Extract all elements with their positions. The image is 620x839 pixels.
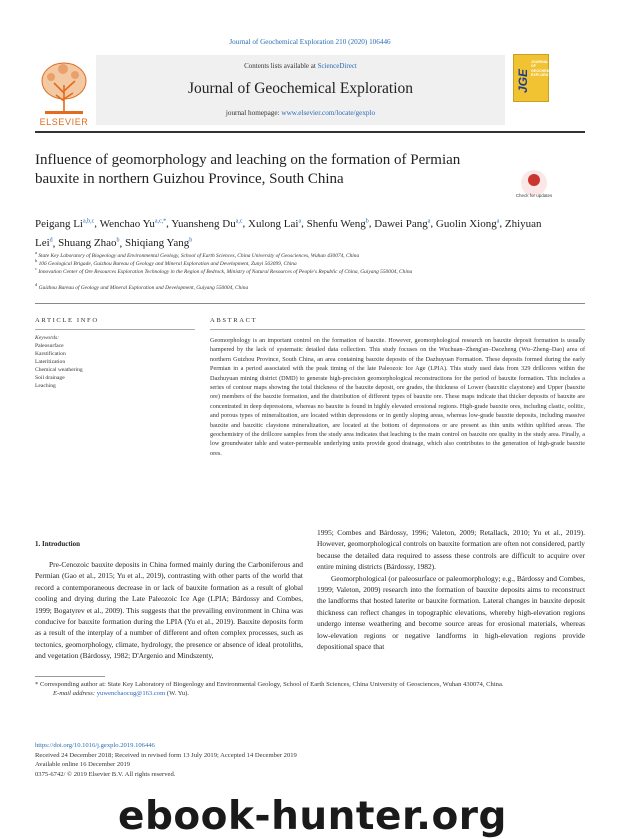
journal-homepage-line [96, 109, 505, 117]
affiliation-marker: b [35, 258, 38, 263]
doi-link[interactable]: https://doi.org/10.1016/j.gexplo.2019.106446 [35, 742, 155, 749]
homepage-prefix: journal homepage: [225, 109, 282, 117]
author-name: Dawei Pang [374, 217, 428, 230]
email-line [35, 689, 585, 698]
affiliation-text: State Key Laboratory of Biogeology and Environmental Geology, School of Earth Sciences, China University of Geosciences, Wuhan 430074, China [38, 252, 360, 259]
author-affiliation-marker[interactable]: a,c,* [154, 218, 167, 224]
author-name: Guolin Xiong [435, 217, 497, 230]
affiliation-marker: a [35, 250, 37, 255]
author-name: Shenfu Weng [306, 217, 366, 230]
article-info-rule [35, 329, 195, 330]
elsevier-tree-logo [35, 57, 93, 121]
author[interactable] [307, 218, 369, 230]
header-divider [35, 131, 585, 133]
author[interactable] [125, 237, 192, 249]
keyword: Soil drainage [35, 375, 65, 381]
corresponding-author-text: * Corresponding author at: State Key Laboratory of Biogeology and Environmental Geology, School of Earth Sciences, China University of Geosciences, Wuhan 430074, China. [35, 681, 504, 688]
sciencedirect-link[interactable]: ScienceDirect [317, 62, 357, 70]
abstract-rule [210, 329, 585, 330]
author-affiliation-marker[interactable]: a [427, 218, 431, 224]
journal-title: Journal of Geochemical Exploration [187, 80, 414, 97]
introduction-left-column: Pre-Cenozoic bauxite deposits in China formed mainly during the Carboniferous and Permian (Gao et al., 2015; Yu et al., 2019), contrasting with other parts of the world that record a contemporaneous decrease in or lack of bauxite formation as a result of global cooling and drying during the Late Paleozoic Ice Age (LPIA; Bárdossy and Combes, 1999; Bogatyrev et al., 2009). This suggests that the prevailing environment in China was conducive for bauxite formation during the LPIA (Yu et al., 2019). Bauxite deposits form as a result of the interplay of a number of different and often complex processes, such as tectonics, geomorphology, climate, hydrology, the presence or absence of ideal protoliths, and vegetation (Bárdossy, 1982; D'Argenio and Mindszenty, [35, 560, 303, 661]
footnote-rule [35, 676, 105, 677]
author-name: Wenchao Yu [99, 217, 155, 230]
author-affiliation-marker[interactable]: a,b,c [82, 218, 95, 224]
author-name: Yuansheng Du [171, 217, 236, 230]
introduction-heading: 1. Introduction [35, 540, 80, 548]
email-label: E-mail address: [53, 690, 97, 697]
author[interactable] [436, 218, 499, 230]
affiliation-text: Innovation Center of Ore Resources Exploration Technology in the Region of Bedrock, Ministry of Natural Resources of People's Republic of China, Guiyang 550004, China [38, 268, 413, 275]
check-for-updates-label[interactable]: Check for updates [515, 193, 553, 198]
received-dates: Received 24 December 2018; Received in revised form 13 July 2019; Accepted 14 December 2019 [35, 751, 297, 759]
author[interactable] [248, 218, 301, 230]
author-name: Shiqiang Yang [125, 237, 190, 250]
affiliation-d [35, 281, 585, 292]
keyword: Leaching [35, 383, 56, 389]
author-list: Peigang Li$^{a,b,c}$, Wenchao $Yu^{a,c,*}$, Yuansheng Du$^{a,c}$, Xulong Lai$^a$, Shenfu Weng$^b$, Dawei Pang$^a$, Guolin Xiong$^a$, Zhiyuan Lei$^d$, Shuang Zhao$^b$, Shiqiang Yang$^b$ [35, 217, 542, 250]
copyright-line: 0375-6742/ © 2019 Elsevier B.V. All rights reserved. [35, 770, 176, 778]
author-name: Shuang Zhao [58, 237, 117, 250]
affiliation-text: Guizhou Bureau of Geology and Mineral Exploration and Development, Guiyang 550004, China [38, 284, 249, 291]
keyword: Karstification [35, 351, 66, 357]
author[interactable] [35, 218, 94, 230]
author-affiliation-marker[interactable]: d [49, 237, 53, 244]
cover-title: JOURNAL OF GEOCHEMICAL EXPLORATION [531, 60, 558, 77]
author-affiliation-marker[interactable]: a,c [235, 218, 243, 224]
author-affiliation-marker[interactable]: a [298, 218, 302, 224]
publication-info [35, 741, 335, 779]
keyword: Paleosurface [35, 343, 64, 349]
abstract-body: Geomorphology is an important control on the formation of bauxite. However, geomorphological research on bauxite deposit formation is usually hampered by the lack of systematic detailed data collection. This study focuses on the Wuchuan–Zheng'an–Daozheng (Wu–Zheng–Dao) area of northern Guizhou Province, South China, an area containing bauxite deposits of the Dazhuyuan Formation. These deposits formed during the early Permian in a period associated with the peak timing of the late Paleozoic Ice Age (LPIA). This study used data from 329 drillcores within the Dazhuyuan mining district (DMD) to generate high-precision geomorphological reconstructions for the period of bauxite formation. This includes a series of contour maps showing the total thickness of the bauxite deposit, ore grades, the thickness of Lower (bauxitic claystone) and Upper (bauxite ore) members of the bauxite formation, and the distribution of different types of bauxite ore. These maps indicate that thicker deposits of bauxite are concentrated in deep depressions, whereas no bauxite is found in highly elevated erosional regions. High-grade bauxite ores, including clastic, oolitic, and porous types of mineralization, are located within depressions or in gently sloping areas, whereas low-grade bauxite deposits, including massive bauxite and bauxitic claystone mineralization, are located at the bottom of depressions or are present as thin units within uplifted areas. The geochemistry of the drillcore samples from the study area indicates that leaching is the main control on bauxite ore quality in the study area. Finally, a low groundwater table and water-permeable underlying units provide good drainage, which also contributes to the generation of high-grade bauxite ores. [210, 337, 585, 457]
article-info-heading: ARTICLE INFO [35, 317, 99, 324]
article-title: Influence of geomorphology and leaching on the formation of Permian bauxite in northern Guizhou Province, South China [35, 152, 461, 187]
affiliation-marker: d [35, 282, 38, 287]
corresponding-author-footnote [35, 680, 585, 698]
affiliation-text: 106 Geological Brigade, Guizhou Bureau of Geology and Mineral Exploration and Development, Zunyi 563099, China [38, 260, 297, 267]
abstract-heading: ABSTRACT [210, 317, 258, 324]
journal-citation[interactable]: Journal of Geochemical Exploration 210 (2020) 106446 [229, 38, 391, 46]
author-affiliation-marker[interactable]: a [496, 218, 500, 224]
affiliation-c [35, 265, 585, 276]
introduction-right-column [317, 527, 585, 652]
author-name: Xulong Lai [248, 217, 299, 230]
author-name: Peigang Li [35, 217, 83, 230]
author[interactable] [58, 237, 119, 249]
contents-available-line [96, 62, 505, 70]
keywords-label: Keywords: [35, 335, 60, 341]
contents-prefix: Contents lists available at [244, 62, 318, 70]
author[interactable] [100, 218, 167, 230]
intro-paragraph: Geomorphological (or paleosurface or paleomorphology; e.g., Bárdossy and Combes, 1999; Valeton, 2009) research into the formation of bauxite deposits aims to reconstruct the landforms that hosted laterite or bauxite formation. Lateral changes in bauxite deposit thickness can reflect changes in topographic elevations, whereby high-elevation regions undergo intense weathering and become source areas for erosional materials, whereas low-elevation regions or negative landforms in high-elevation regions provide depositional space that [317, 573, 585, 652]
intro-paragraph: 1995; Combes and Bárdossy, 1996; Valeton, 2009; Retallack, 2010; Yu et al., 2019). However, geomorphological controls on bauxite formation are often not considered, partly because the detailed data required to assess these controls are difficult to acquire over entire mining districts (Bárdossy, 1982). [317, 528, 585, 572]
keyword: Lateritization [35, 359, 66, 365]
cover-abbrev: JGE [516, 68, 530, 93]
available-online: Available online 16 December 2019 [35, 761, 131, 769]
email-suffix: (W. Yu). [165, 690, 189, 697]
elsevier-wordmark: ELSEVIER [39, 117, 89, 127]
author-affiliation-marker[interactable]: b [365, 218, 369, 224]
keyword: Chemical weathering [35, 367, 83, 373]
email-link[interactable]: yuwenchaocug@163.com [96, 690, 166, 697]
author-name: Zhiyuan Lei [35, 217, 542, 250]
watermark-text: ebook-hunter.org [118, 794, 507, 839]
homepage-link[interactable]: www.elsevier.com/locate/gexplo [281, 109, 376, 117]
author[interactable] [171, 218, 242, 230]
front-matter-divider [35, 303, 585, 304]
author[interactable] [374, 218, 430, 230]
author-affiliation-marker[interactable]: b [116, 237, 120, 244]
journal-cover-thumbnail [513, 54, 558, 102]
affiliation-marker: c [35, 266, 37, 271]
author-affiliation-marker[interactable]: b [189, 237, 193, 244]
